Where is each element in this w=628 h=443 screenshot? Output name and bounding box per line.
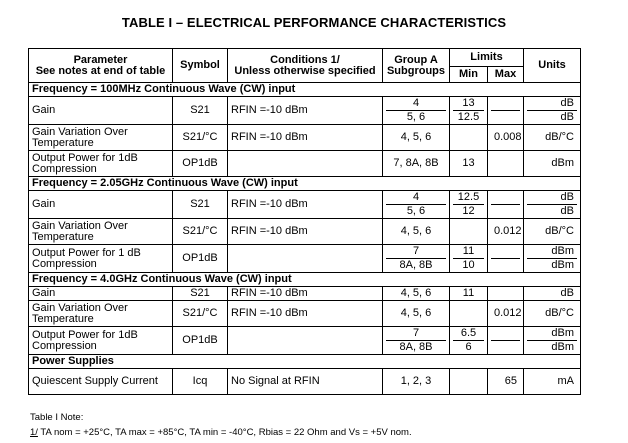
units-cell (524, 245, 581, 273)
units-value: dB/°C (545, 225, 574, 237)
max-cell (488, 287, 524, 301)
subgroups-value: 8A, 8B (386, 258, 446, 272)
section-title: Power Supplies (29, 355, 581, 369)
subgroups-cell (383, 301, 450, 327)
notes-heading: Table I Note: (30, 412, 84, 423)
max-cell (488, 369, 524, 395)
min-cell (450, 97, 488, 125)
group-header-label: Group A (394, 53, 438, 66)
notes-line (30, 427, 412, 439)
units-header: Units (524, 49, 581, 83)
subgroups-value: 4, 5, 6 (400, 287, 432, 299)
symbol-cell: OP1dB (173, 327, 228, 355)
min-header: Min (450, 67, 488, 83)
conditions-header (228, 49, 383, 83)
min-cell (450, 125, 488, 151)
section-title: Frequency = 4.0GHz Continuous Wave (CW) input (29, 273, 581, 287)
subgroups-value: 4 (412, 191, 420, 203)
max-cell (488, 125, 524, 151)
symbol-cell: S21/°C (173, 301, 228, 327)
section-header-row (29, 83, 581, 97)
conditions-cell (228, 151, 383, 177)
section-title: Frequency = 100MHz Continuous Wave (CW) input (29, 83, 581, 97)
subgroups-value: 8A, 8B (386, 340, 446, 354)
max-value (491, 245, 520, 258)
parameter-cell: Gain (29, 191, 173, 219)
min-value (453, 131, 484, 144)
section-header-row (29, 355, 581, 369)
group-header-sub: Subgroups (386, 64, 446, 77)
min-value: 13 (462, 157, 475, 169)
subgroups-value: 5, 6 (386, 204, 446, 218)
table-row (29, 151, 581, 177)
parameter-cell: Gain (29, 97, 173, 125)
subgroups-cell (383, 287, 450, 301)
min-cell (450, 219, 488, 245)
subgroups-value: 4, 5, 6 (400, 225, 432, 237)
table-header-row (29, 49, 581, 67)
max-value (491, 258, 520, 272)
units-value: dBm (527, 340, 577, 354)
min-value (453, 375, 484, 388)
parameter-cell: Gain Variation Over Temperature (29, 125, 173, 151)
conditions-cell: RFIN =-10 dBm (228, 191, 383, 219)
subgroups-value: 5, 6 (386, 110, 446, 124)
conditions-cell (228, 327, 383, 355)
conditions-cell: RFIN =-10 dBm (228, 97, 383, 125)
table-row (29, 327, 581, 355)
min-value: 6 (453, 340, 484, 354)
units-value: dB (560, 287, 574, 299)
min-cell (450, 287, 488, 301)
units-value: dBm (551, 327, 574, 339)
group-header (383, 49, 450, 83)
units-cell (524, 369, 581, 395)
symbol-cell: S21 (173, 97, 228, 125)
note-text: TA nom = +25°C, TA max = +85°C, TA min = -40°C, Rbias = 22 Ohm and Vs = +5V nom. (40, 427, 412, 438)
max-cell (488, 327, 524, 355)
max-cell (488, 191, 524, 219)
max-value (491, 340, 520, 354)
symbol-cell: S21 (173, 287, 228, 301)
max-cell (488, 301, 524, 327)
min-value: 11 (462, 245, 475, 257)
units-value: dB/°C (545, 307, 574, 319)
max-header: Max (488, 67, 524, 83)
units-cell (524, 327, 581, 355)
parameter-cell: Gain (29, 287, 173, 301)
max-cell (488, 151, 524, 177)
subgroups-cell (383, 245, 450, 273)
symbol-header: Symbol (173, 49, 228, 83)
min-cell (450, 369, 488, 395)
parameter-header-label: Parameter (73, 53, 128, 66)
units-cell (524, 301, 581, 327)
min-value: 12 (453, 204, 484, 218)
parameter-header (29, 49, 173, 83)
table-body (29, 83, 581, 395)
parameter-cell: Output Power for 1dB Compression (29, 327, 173, 355)
units-cell (524, 219, 581, 245)
symbol-cell: OP1dB (173, 151, 228, 177)
max-value: 65 (504, 375, 517, 387)
parameter-cell: Gain Variation Over Temperature (29, 301, 173, 327)
max-value: 0.012 (494, 225, 522, 237)
max-value: 0.012 (494, 307, 522, 319)
note-marker: 1/ (30, 427, 38, 438)
max-value (491, 204, 520, 218)
section-header-row (29, 177, 581, 191)
parameter-cell: Quiescent Supply Current (29, 369, 173, 395)
parameter-header-sub: See notes at end of table (35, 64, 166, 77)
table-title: TABLE I – ELECTRICAL PERFORMANCE CHARACTERISTICS (121, 15, 507, 30)
conditions-header-label: Conditions 1/ (270, 53, 340, 66)
max-value (491, 97, 520, 110)
units-cell (524, 191, 581, 219)
table-row (29, 301, 581, 327)
subgroups-value: 1, 2, 3 (400, 375, 432, 387)
electrical-characteristics-table (28, 48, 581, 395)
min-value: 10 (453, 258, 484, 272)
units-cell (524, 125, 581, 151)
min-value: 11 (462, 287, 475, 299)
units-value: dBm (527, 258, 577, 272)
section-title: Frequency = 2.05GHz Continuous Wave (CW) input (29, 177, 581, 191)
subgroups-cell (383, 191, 450, 219)
table-row (29, 287, 581, 301)
units-value: dB/°C (545, 131, 574, 143)
limits-header: Limits (450, 49, 524, 67)
min-cell (450, 151, 488, 177)
symbol-cell: S21/°C (173, 219, 228, 245)
subgroups-cell (383, 97, 450, 125)
min-value: 6.5 (460, 327, 477, 339)
subgroups-value: 7, 8A, 8B (393, 157, 439, 169)
symbol-cell: OP1dB (173, 245, 228, 273)
parameter-cell: Output Power for 1dB Compression (29, 151, 173, 177)
units-value: dB (527, 110, 577, 124)
subgroups-cell (383, 219, 450, 245)
table-row (29, 245, 581, 273)
symbol-cell: Icq (173, 369, 228, 395)
min-value (453, 307, 484, 320)
subgroups-cell (383, 151, 450, 177)
table-row (29, 97, 581, 125)
units-cell (524, 97, 581, 125)
symbol-cell: S21/°C (173, 125, 228, 151)
subgroups-value: 7 (412, 327, 420, 339)
max-value (491, 287, 520, 300)
max-cell (488, 219, 524, 245)
min-value: 12.5 (453, 110, 484, 124)
units-value: dBm (551, 157, 574, 169)
table-row (29, 191, 581, 219)
min-value: 13 (462, 97, 475, 109)
subgroups-cell (383, 327, 450, 355)
conditions-cell: RFIN =-10 dBm (228, 287, 383, 301)
table-row (29, 125, 581, 151)
conditions-cell: RFIN =-10 dBm (228, 301, 383, 327)
max-value (491, 191, 520, 204)
units-value: dB (560, 191, 574, 203)
subgroups-value: 7 (412, 245, 420, 257)
conditions-cell (228, 245, 383, 273)
units-cell (524, 287, 581, 301)
units-value: mA (557, 375, 574, 387)
section-header-row (29, 273, 581, 287)
table-row (29, 219, 581, 245)
subgroups-cell (383, 369, 450, 395)
parameter-cell: Gain Variation Over Temperature (29, 219, 173, 245)
min-cell (450, 245, 488, 273)
conditions-header-sub: Unless otherwise specified (234, 64, 376, 77)
min-cell (450, 327, 488, 355)
parameter-cell: Output Power for 1 dB Compression (29, 245, 173, 273)
subgroups-value: 4, 5, 6 (400, 131, 432, 143)
max-value (491, 327, 520, 340)
max-cell (488, 97, 524, 125)
subgroups-cell (383, 125, 450, 151)
units-cell (524, 151, 581, 177)
max-value: 0.008 (494, 131, 522, 143)
subgroups-value: 4 (412, 97, 420, 109)
table-row (29, 369, 581, 395)
max-value (491, 157, 520, 170)
conditions-cell: RFIN =-10 dBm (228, 125, 383, 151)
conditions-cell: RFIN =-10 dBm (228, 219, 383, 245)
max-value (491, 110, 520, 124)
min-cell (450, 301, 488, 327)
min-value: 12.5 (457, 191, 480, 203)
units-value: dBm (551, 245, 574, 257)
min-cell (450, 191, 488, 219)
units-value: dB (527, 204, 577, 218)
conditions-cell: No Signal at RFIN (228, 369, 383, 395)
min-value (453, 225, 484, 238)
symbol-cell: S21 (173, 191, 228, 219)
max-cell (488, 245, 524, 273)
units-value: dB (560, 97, 574, 109)
subgroups-value: 4, 5, 6 (400, 307, 432, 319)
